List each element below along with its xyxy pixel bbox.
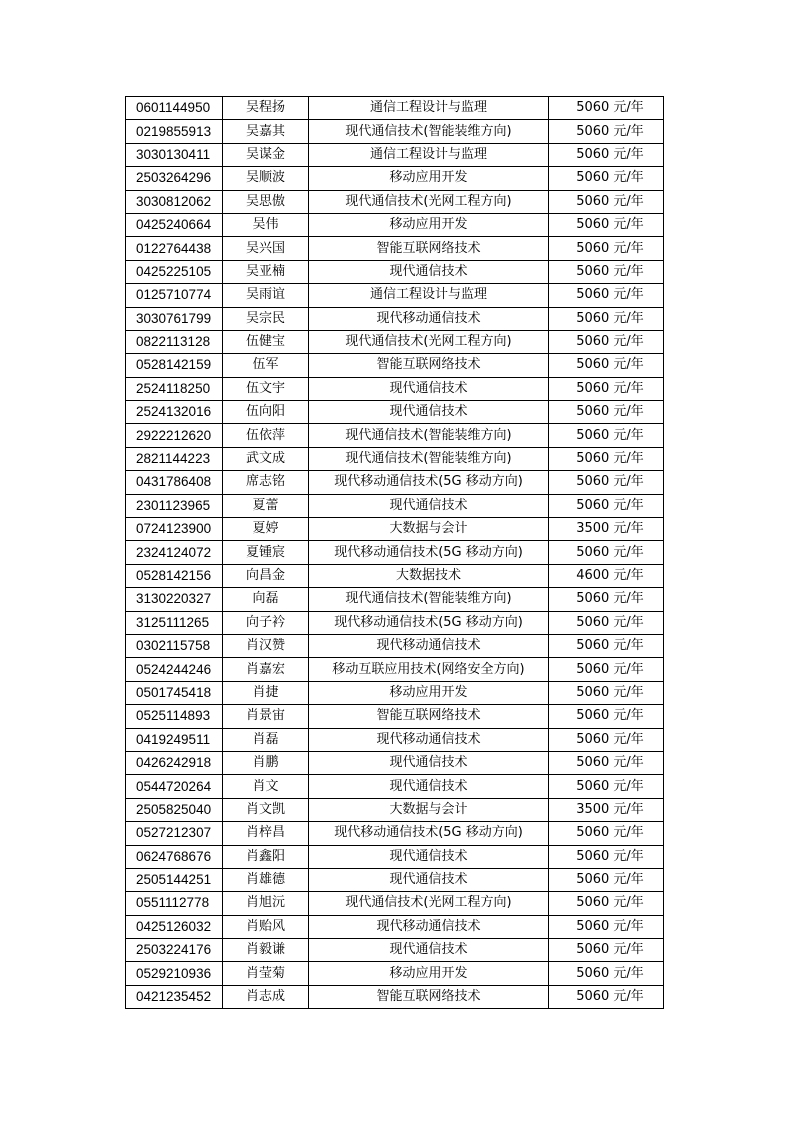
student-name-cell: 吴思傲 [223, 190, 309, 213]
tuition-fee-cell: 3500 元/年 [549, 518, 664, 541]
table-body [126, 97, 664, 1009]
major-cell: 智能互联网络技术 [309, 985, 549, 1008]
tuition-fee-cell: 5060 元/年 [549, 190, 664, 213]
student-id-cell: 0528142156 [126, 564, 223, 587]
student-id-cell: 2324124072 [126, 541, 223, 564]
table-row [126, 494, 664, 517]
major-cell: 现代通信技术(智能装维方向) [309, 120, 549, 143]
student-id-cell: 0419249511 [126, 728, 223, 751]
tuition-fee-cell: 5060 元/年 [549, 377, 664, 400]
major-cell: 现代通信技术 [309, 260, 549, 283]
student-id-cell: 2503264296 [126, 167, 223, 190]
tuition-fee-cell: 5060 元/年 [549, 705, 664, 728]
tuition-fee-cell: 5060 元/年 [549, 728, 664, 751]
student-name-cell: 肖文凯 [223, 798, 309, 821]
tuition-fee-cell: 5060 元/年 [549, 892, 664, 915]
table-row [126, 634, 664, 657]
tuition-fee-cell: 5060 元/年 [549, 541, 664, 564]
tuition-fee-cell: 5060 元/年 [549, 143, 664, 166]
student-name-cell: 肖鹏 [223, 751, 309, 774]
table-row [126, 751, 664, 774]
student-id-cell: 3125111265 [126, 611, 223, 634]
student-id-cell: 2524132016 [126, 401, 223, 424]
tuition-fee-cell: 5060 元/年 [549, 471, 664, 494]
major-cell: 现代移动通信技术 [309, 307, 549, 330]
tuition-fee-cell: 5060 元/年 [549, 97, 664, 120]
student-name-cell: 肖毅谦 [223, 939, 309, 962]
student-name-cell: 吴嘉其 [223, 120, 309, 143]
student-id-cell: 2524118250 [126, 377, 223, 400]
major-cell: 大数据与会计 [309, 518, 549, 541]
student-name-cell: 肖贻风 [223, 915, 309, 938]
student-name-cell: 肖莹菊 [223, 962, 309, 985]
major-cell: 通信工程设计与监理 [309, 284, 549, 307]
table-row [126, 845, 664, 868]
student-name-cell: 夏婷 [223, 518, 309, 541]
major-cell: 移动互联应用技术(网络安全方向) [309, 658, 549, 681]
table-row [126, 775, 664, 798]
student-name-cell: 席志铭 [223, 471, 309, 494]
major-cell: 移动应用开发 [309, 213, 549, 236]
table-row [126, 447, 664, 470]
student-id-cell: 0551112778 [126, 892, 223, 915]
student-id-cell: 0524244246 [126, 658, 223, 681]
student-id-cell: 0219855913 [126, 120, 223, 143]
table-row [126, 588, 664, 611]
student-id-cell: 2505144251 [126, 868, 223, 891]
student-name-cell: 吴宗民 [223, 307, 309, 330]
table-row [126, 190, 664, 213]
student-id-cell: 0544720264 [126, 775, 223, 798]
student-id-cell: 2922212620 [126, 424, 223, 447]
table-row [126, 962, 664, 985]
table-row [126, 284, 664, 307]
tuition-fee-cell: 5060 元/年 [549, 424, 664, 447]
student-id-cell: 2505825040 [126, 798, 223, 821]
student-name-cell: 向子衿 [223, 611, 309, 634]
student-name-cell: 夏锺宸 [223, 541, 309, 564]
student-id-cell: 0624768676 [126, 845, 223, 868]
student-name-cell: 肖鑫阳 [223, 845, 309, 868]
table-row [126, 377, 664, 400]
student-id-cell: 3130220327 [126, 588, 223, 611]
table-row [126, 611, 664, 634]
major-cell: 移动应用开发 [309, 681, 549, 704]
student-id-cell: 0525114893 [126, 705, 223, 728]
major-cell: 现代移动通信技术(5G 移动方向) [309, 541, 549, 564]
student-fee-table [125, 96, 664, 1009]
table-row [126, 822, 664, 845]
table-row [126, 728, 664, 751]
major-cell: 现代通信技术 [309, 845, 549, 868]
student-name-cell: 伍文宇 [223, 377, 309, 400]
table-row [126, 401, 664, 424]
student-name-cell: 肖文 [223, 775, 309, 798]
student-name-cell: 肖旭沅 [223, 892, 309, 915]
student-name-cell: 吴谋金 [223, 143, 309, 166]
major-cell: 现代通信技术 [309, 775, 549, 798]
table-row [126, 120, 664, 143]
student-name-cell: 伍军 [223, 354, 309, 377]
tuition-fee-cell: 5060 元/年 [549, 120, 664, 143]
major-cell: 现代通信技术(智能装维方向) [309, 447, 549, 470]
tuition-fee-cell: 5060 元/年 [549, 845, 664, 868]
table-row [126, 354, 664, 377]
major-cell: 大数据技术 [309, 564, 549, 587]
student-name-cell: 吴伟 [223, 213, 309, 236]
tuition-fee-cell: 5060 元/年 [549, 681, 664, 704]
table-row [126, 705, 664, 728]
table-row [126, 798, 664, 821]
student-id-cell: 0425225105 [126, 260, 223, 283]
table-row [126, 868, 664, 891]
student-id-cell: 0601144950 [126, 97, 223, 120]
student-id-cell: 2821144223 [126, 447, 223, 470]
major-cell: 现代通信技术(光网工程方向) [309, 330, 549, 353]
student-name-cell: 肖景宙 [223, 705, 309, 728]
tuition-fee-cell: 5060 元/年 [549, 284, 664, 307]
major-cell: 现代通信技术(智能装维方向) [309, 424, 549, 447]
major-cell: 智能互联网络技术 [309, 705, 549, 728]
major-cell: 现代通信技术 [309, 939, 549, 962]
student-name-cell: 武文成 [223, 447, 309, 470]
table-row [126, 915, 664, 938]
tuition-fee-cell: 5060 元/年 [549, 354, 664, 377]
table-row [126, 564, 664, 587]
student-id-cell: 0822113128 [126, 330, 223, 353]
tuition-fee-cell: 4600 元/年 [549, 564, 664, 587]
tuition-fee-cell: 5060 元/年 [549, 401, 664, 424]
major-cell: 通信工程设计与监理 [309, 143, 549, 166]
major-cell: 现代通信技术 [309, 377, 549, 400]
student-name-cell: 吴顺波 [223, 167, 309, 190]
tuition-fee-cell: 5060 元/年 [549, 494, 664, 517]
major-cell: 现代移动通信技术 [309, 915, 549, 938]
table-row [126, 658, 664, 681]
major-cell: 移动应用开发 [309, 962, 549, 985]
tuition-fee-cell: 5060 元/年 [549, 985, 664, 1008]
major-cell: 智能互联网络技术 [309, 354, 549, 377]
student-name-cell: 吴兴国 [223, 237, 309, 260]
major-cell: 现代移动通信技术(5G 移动方向) [309, 822, 549, 845]
student-name-cell: 肖雄德 [223, 868, 309, 891]
tuition-fee-cell: 5060 元/年 [549, 611, 664, 634]
student-name-cell: 肖磊 [223, 728, 309, 751]
student-name-cell: 伍依萍 [223, 424, 309, 447]
table-row [126, 97, 664, 120]
table-row [126, 985, 664, 1008]
table-row [126, 939, 664, 962]
tuition-fee-cell: 5060 元/年 [549, 634, 664, 657]
tuition-fee-cell: 5060 元/年 [549, 330, 664, 353]
student-id-cell: 0421235452 [126, 985, 223, 1008]
tuition-fee-cell: 5060 元/年 [549, 307, 664, 330]
major-cell: 现代通信技术(光网工程方向) [309, 892, 549, 915]
tuition-fee-cell: 5060 元/年 [549, 447, 664, 470]
student-id-cell: 0425240664 [126, 213, 223, 236]
student-name-cell: 肖捷 [223, 681, 309, 704]
major-cell: 现代通信技术(智能装维方向) [309, 588, 549, 611]
student-id-cell: 0125710774 [126, 284, 223, 307]
student-id-cell: 2503224176 [126, 939, 223, 962]
student-name-cell: 向磊 [223, 588, 309, 611]
table-row [126, 237, 664, 260]
student-name-cell: 肖志成 [223, 985, 309, 1008]
tuition-fee-cell: 5060 元/年 [549, 868, 664, 891]
student-id-cell: 0529210936 [126, 962, 223, 985]
table-row [126, 681, 664, 704]
major-cell: 现代通信技术 [309, 868, 549, 891]
tuition-fee-cell: 3500 元/年 [549, 798, 664, 821]
student-id-cell: 0122764438 [126, 237, 223, 260]
tuition-fee-cell: 5060 元/年 [549, 658, 664, 681]
student-id-cell: 0724123900 [126, 518, 223, 541]
major-cell: 现代通信技术 [309, 401, 549, 424]
student-name-cell: 伍向阳 [223, 401, 309, 424]
major-cell: 移动应用开发 [309, 167, 549, 190]
tuition-fee-cell: 5060 元/年 [549, 167, 664, 190]
tuition-fee-cell: 5060 元/年 [549, 962, 664, 985]
major-cell: 现代通信技术(光网工程方向) [309, 190, 549, 213]
student-id-cell: 3030130411 [126, 143, 223, 166]
student-id-cell: 0426242918 [126, 751, 223, 774]
student-id-cell: 0527212307 [126, 822, 223, 845]
student-name-cell: 向昌金 [223, 564, 309, 587]
table-row [126, 260, 664, 283]
student-id-cell: 0528142159 [126, 354, 223, 377]
table-row [126, 167, 664, 190]
table-row [126, 307, 664, 330]
tuition-fee-cell: 5060 元/年 [549, 751, 664, 774]
table-row [126, 424, 664, 447]
student-name-cell: 肖梓昌 [223, 822, 309, 845]
student-name-cell: 伍健宝 [223, 330, 309, 353]
student-id-cell: 0431786408 [126, 471, 223, 494]
student-id-cell: 3030761799 [126, 307, 223, 330]
student-id-cell: 0501745418 [126, 681, 223, 704]
tuition-fee-cell: 5060 元/年 [549, 939, 664, 962]
table-row [126, 213, 664, 236]
student-id-cell: 2301123965 [126, 494, 223, 517]
student-name-cell: 吴雨谊 [223, 284, 309, 307]
student-name-cell: 肖汉赞 [223, 634, 309, 657]
tuition-fee-cell: 5060 元/年 [549, 588, 664, 611]
tuition-fee-cell: 5060 元/年 [549, 822, 664, 845]
tuition-fee-cell: 5060 元/年 [549, 775, 664, 798]
table-row [126, 541, 664, 564]
major-cell: 现代移动通信技术 [309, 728, 549, 751]
table-row [126, 143, 664, 166]
tuition-fee-cell: 5060 元/年 [549, 915, 664, 938]
tuition-fee-cell: 5060 元/年 [549, 213, 664, 236]
table-row [126, 518, 664, 541]
student-name-cell: 肖嘉宏 [223, 658, 309, 681]
major-cell: 大数据与会计 [309, 798, 549, 821]
student-id-cell: 0425126032 [126, 915, 223, 938]
major-cell: 现代移动通信技术(5G 移动方向) [309, 471, 549, 494]
student-name-cell: 吴程扬 [223, 97, 309, 120]
student-name-cell: 夏蕾 [223, 494, 309, 517]
major-cell: 现代通信技术 [309, 494, 549, 517]
student-id-cell: 0302115758 [126, 634, 223, 657]
table-row [126, 471, 664, 494]
tuition-fee-cell: 5060 元/年 [549, 237, 664, 260]
major-cell: 智能互联网络技术 [309, 237, 549, 260]
major-cell: 通信工程设计与监理 [309, 97, 549, 120]
major-cell: 现代移动通信技术(5G 移动方向) [309, 611, 549, 634]
tuition-fee-cell: 5060 元/年 [549, 260, 664, 283]
table-row [126, 330, 664, 353]
major-cell: 现代通信技术 [309, 751, 549, 774]
student-name-cell: 吴亚楠 [223, 260, 309, 283]
table-row [126, 892, 664, 915]
student-id-cell: 3030812062 [126, 190, 223, 213]
major-cell: 现代移动通信技术 [309, 634, 549, 657]
